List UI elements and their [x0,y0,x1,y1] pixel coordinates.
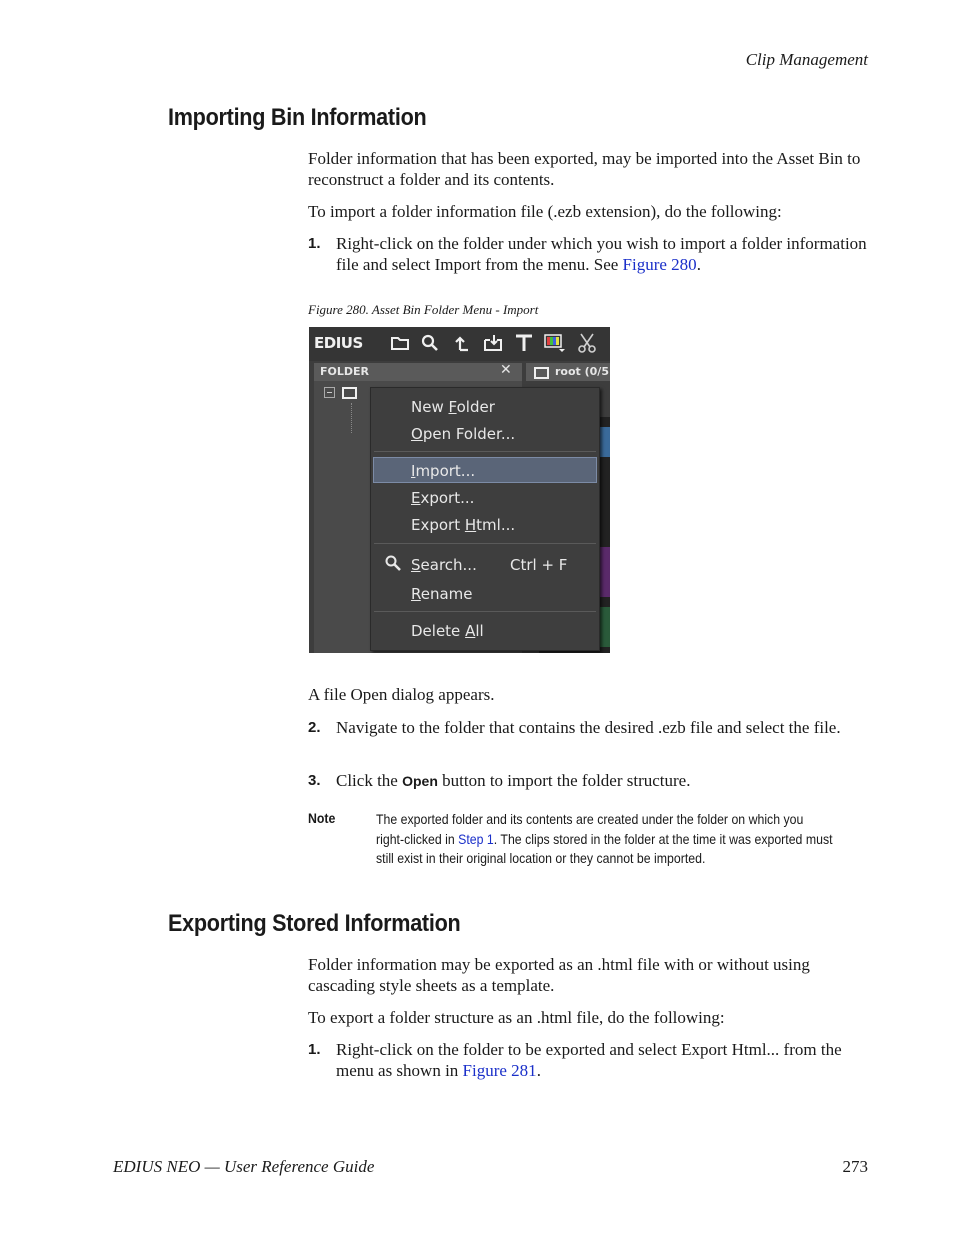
footer-guide-title: EDIUS NEO — User Reference Guide [113,1157,375,1176]
folder-panel-title: FOLDER [320,365,369,378]
step-text-end: button to import the folder structure. [437,771,691,790]
search-icon [384,554,402,572]
tree-minus-glyph [327,392,332,393]
export-step-1 [308,1039,870,1081]
search-shortcut: Ctrl + F [510,556,568,574]
menu-mnemonic: H [464,516,477,534]
search-icon[interactable] [419,332,441,354]
step-text: Right-click on the folder to be exported and select Export Html... from the menu as shown in [336,1040,842,1080]
menu-label: mport... [415,462,476,480]
menu-label: tml... [476,516,516,534]
importing-intro: Folder information that has been exported, may be imported into the Asset Bin to reconstruct a folder and its contents. [308,149,861,189]
menu-separator [374,611,596,612]
step-text: Click the [336,771,403,790]
menu-label: ll [475,622,484,640]
menu-label: ename [420,585,473,603]
menu-mnemonic: O [411,425,423,443]
menu-mnemonic: E [411,489,421,507]
menu-item-import[interactable] [411,462,475,480]
menu-label: Export [411,516,465,534]
after-figure-text: A file Open dialog appears. [308,685,495,704]
section-title-importing: Importing Bin Information [168,104,427,131]
folder-icon[interactable] [389,332,411,354]
step-number: 1. [308,235,321,252]
menu-mnemonic: A [465,622,476,640]
note-text-start: The exported folder and its contents are created under the folder on which you right-clicked in [376,811,804,847]
root-folder-icon [534,366,550,379]
step-text: Right-click on the folder under which you wish to import a folder information file and select Import from the menu. See [336,234,867,274]
menu-separator [374,543,596,544]
section-title-exporting: Exporting Stored Information [168,910,461,937]
edius-logo: EDIUS [314,334,363,352]
tree-folder-icon[interactable] [342,386,358,399]
chapter-header: Clip Management [745,50,868,69]
figure-281-link[interactable]: Figure 281 [462,1061,537,1080]
menu-label: older [456,398,495,416]
import-step-2 [308,717,870,738]
figure-280-link[interactable]: Figure 280 [622,255,697,274]
menu-highlight-import [373,457,597,483]
menu-item-search[interactable] [411,556,477,574]
step-number: 3. [308,772,321,789]
asset-bin-screenshot [309,327,610,653]
note-text-end: . The clips stored in the folder at the time it was exported must still exist in their original location or they cannot be imported. [376,830,833,866]
figure-caption: Figure 280. Asset Bin Folder Menu - Import [308,302,539,317]
menu-item-export-html[interactable] [411,516,515,534]
note-label: Note [308,810,336,826]
tree-line [351,403,353,433]
menu-label: New [411,398,449,416]
step-text: Navigate to the folder that contains the desired .ezb file and select the file. [336,718,841,737]
scissors-icon[interactable] [576,332,598,354]
step-1-link[interactable]: Step 1 [458,830,494,847]
up-folder-icon[interactable] [452,332,474,354]
page-number: 273 [842,1157,868,1176]
menu-item-export[interactable] [411,489,474,507]
step-number: 2. [308,719,321,736]
step-text-end: . [536,1061,541,1080]
menu-separator [374,451,596,452]
menu-mnemonic: I [411,462,416,480]
menu-mnemonic: R [411,585,421,603]
step-text-end: . [696,255,701,274]
step-number: 1. [308,1041,321,1058]
color-bars-icon[interactable] [543,332,565,354]
menu-mnemonic: F [448,398,457,416]
menu-item-new-folder[interactable] [411,398,495,416]
import-step-3 [308,770,870,792]
exporting-lead: To export a folder structure as an .html file, do the following: [308,1008,725,1027]
note-text [376,810,834,869]
menu-mnemonic: S [411,556,421,574]
open-button-reference: Open [402,773,438,789]
importing-lead: To import a folder information file (.ezb extension), do the following: [308,202,782,221]
menu-label: earch... [420,556,477,574]
import-folder-icon[interactable] [482,332,504,354]
menu-item-open-folder[interactable] [411,425,515,443]
folder-context-menu [370,387,600,651]
menu-label: pen Folder... [422,425,516,443]
import-step-1 [308,233,870,275]
title-icon[interactable] [513,332,535,354]
menu-item-delete-all[interactable] [411,622,484,640]
menu-item-rename[interactable] [411,585,473,603]
menu-label: Delete [411,622,466,640]
close-icon[interactable]: ✕ [500,362,512,378]
root-folder-label: root (0/5 [555,365,609,378]
menu-label: xport... [420,489,475,507]
exporting-intro: Folder information may be exported as an .html file with or without using cascading style sheets as a template. [308,955,810,995]
